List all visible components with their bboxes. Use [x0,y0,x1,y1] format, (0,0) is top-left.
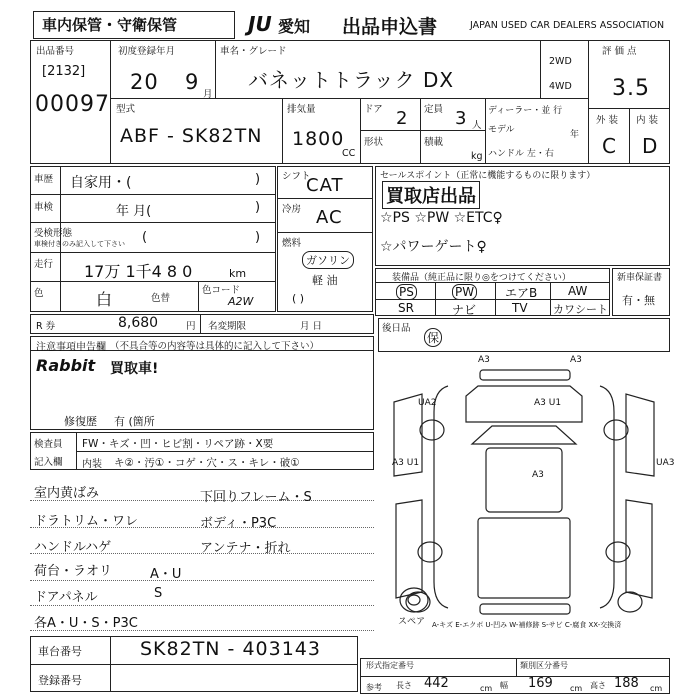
note-left-5: ドアパネル [34,590,98,605]
height-label: 高さ [590,681,606,690]
lot-sub: [2132] [42,64,86,79]
note-left-3: ハンドルハゲ [34,540,112,555]
warranty-label: 新車保証書 [617,273,663,283]
inspector-label2: 記入欄 [34,457,63,468]
shape-label: 形状 [364,137,384,148]
sales-line1: ☆PS ☆PW ☆ETC♀ [380,210,503,226]
note-left-2: ドラトリム・ワレ [34,514,139,529]
inspect-value: 年 月( [116,204,152,219]
diagram-mark-left: A3 U1 [392,458,420,468]
mileage-value: 17万 1千4 8 0 [84,262,193,281]
equip-label: 装備品（純正品に限り◎をつけてください） [392,273,571,283]
notes-label: 注意事項申告欄 [36,342,106,353]
note-right-1: 下回りフレーム・S [200,490,312,505]
shift-value: CAT [306,175,344,196]
inspector-row2: キ②・汚①・コゲ・穴・ス・キレ・破① [114,457,300,469]
name-label: 車名・グレード [220,46,287,57]
dealer-label: ディーラー・並 行 [488,106,563,116]
form-title: 出品申込書 [342,16,438,38]
vehicle-damage-diagram [378,352,670,642]
notes-sub: （不具合等の内容等は具体的に記入して下さい） [110,341,320,352]
reg-month-unit: 月 [203,89,213,100]
name-value: バネットトラック DX [248,68,455,92]
lot-number: 00097 [35,92,110,117]
handle-label: ハンドル 左・右 [488,149,554,159]
note-left-1: 室内黄ばみ [34,486,100,501]
name-change-value: 月 日 [300,321,323,332]
reg-month: 9 [185,70,200,94]
equip-seat: カワシート [553,303,608,316]
sales-label: セールスポイント（正常に機能するものに限ります） [380,171,596,181]
cap-value: 3 [455,108,468,129]
note-right-3: アンテナ・折れ [200,541,291,556]
note-left-4-tail: A・U [150,567,182,582]
r-unit: 円 [186,321,196,332]
diagram-mark-hood: A3 U1 [534,398,562,408]
name-change-label: 名変期限 [208,321,247,332]
model-value: ABF - SK82TN [120,125,263,147]
equip-tv: TV [512,301,528,315]
door-value: 2 [396,108,409,129]
diagram-mark-ua3: UA3 [656,458,675,468]
history-value: 自家用・( [70,175,132,191]
cap-label: 定員 [424,104,444,115]
model-year-unit: 年 [570,130,580,140]
color-change: 色替 [151,293,171,304]
diagram-mark-top: A3 [478,355,490,365]
drive-4wd: 4WD [549,81,572,92]
color-label: 色 [34,288,44,299]
mileage-unit: km [229,267,247,280]
chassis-value: SK82TN - 403143 [140,638,321,660]
cert-label: 形式指定番号 [366,661,414,670]
ext-value: C [602,134,617,158]
r-block [30,314,374,334]
score-label: 評 価 点 [602,46,637,57]
load-unit: kg [471,151,483,162]
note-right-2: ボディ・P3C [200,516,277,531]
org-name: 愛知 [278,17,311,36]
diagram-mark-ua2: UA2 [418,398,437,408]
length-value: 442 [424,676,449,691]
fuel-label: 燃料 [282,238,302,249]
storage-tag: 車内保管・守衛保管 [42,16,178,34]
width-label: 幅 [500,681,508,690]
inspect-label: 車検 [34,202,54,213]
r-value: 8,680 [118,315,159,331]
class-label: 類別区分番号 [520,661,568,670]
inspector-label1: 検査員 [34,439,63,450]
rabbit-logo: Rabbit [36,356,96,375]
history-label: 車歴 [34,174,54,185]
inspector-row1: FW・キズ・凹・ヒビ割・リペア跡・X要 [82,438,274,450]
spare-label: スペア [398,617,426,627]
assoc-name: JAPAN USED CAR DEALERS ASSOCIATION [470,20,665,31]
sales-title: 買取店出品 [382,181,480,209]
receive-label: 受検形態 [34,228,73,239]
equip-ps: PS [396,284,417,300]
int-value: D [642,134,659,158]
fuel-other: ( ) [292,292,305,305]
receive-value: ( [142,230,148,245]
note-left-6: 各A・U・S・P3C [34,616,138,631]
height-value: 188 [614,676,639,691]
inspect-paren: ) [255,200,261,215]
reg-no-label: 登録番号 [38,674,82,687]
repair-label: 修復歴 [64,415,97,428]
lot-label: 出品番号 [36,46,75,57]
color-code-label: 色コード [202,285,241,296]
equip-sr: SR [398,301,414,315]
drive-2wd: 2WD [549,56,572,67]
r-label: R 券 [36,321,56,332]
ref-label: 参考 [366,683,382,692]
model-year-label: モデル [488,125,515,135]
logo: JU [248,12,272,36]
model-label: 型式 [116,104,136,115]
length-unit: cm [480,684,493,693]
equip-airbag: エアB [505,286,538,300]
ac-value: AC [316,207,343,228]
equip-navi: ナビ [452,303,477,317]
ac-label: 冷房 [282,204,302,215]
width-value: 169 [528,676,553,691]
color-value: 白 [96,290,113,309]
chassis-label: 車台番号 [38,645,82,658]
equip-aw: AW [568,284,588,298]
width-unit: cm [570,684,583,693]
mileage-label: 走行 [34,259,54,270]
note-left-5-tail: S [154,586,163,601]
note-left-4: 荷台・ラオリ [34,564,113,579]
fuel-gas: ガソリン [302,251,354,269]
height-unit: cm [650,684,663,693]
repair-value: 有 (箇所 [114,415,155,428]
reg-label: 初度登録年月 [118,46,176,57]
int-label: 内 装 [636,115,659,126]
diagram-legend: A-キズ E-エクボ U-凹み W-補修跡 S-サビ C-腐食 XX-交換済 [432,621,622,629]
reg-year: 20 [130,70,159,94]
color-code-value: A2W [228,295,254,308]
sales-line2: ☆パワーゲート♀ [380,239,487,255]
disp-label: 排気量 [287,104,316,115]
fuel-diesel: 軽 油 [312,274,338,287]
receive-paren: ) [255,230,261,245]
diagram-mark-center: A3 [532,470,544,480]
history-paren: ) [255,172,261,187]
after-block [378,318,670,352]
equip-pw: PW [452,284,477,300]
receive-note: 車検付きのみ記入して下さい [34,240,125,248]
after-label: 後日品 [382,323,411,334]
diagram-mark-top-right: A3 [570,355,582,365]
length-label: 長さ [396,681,412,690]
door-label: ドア [364,104,383,115]
cap-unit: 人 [472,120,482,131]
disp-unit: CC [342,148,356,159]
rabbit-text: 買取車! [110,361,159,377]
disp-value: 1800 [292,128,345,150]
shift-label: シフト [282,171,311,182]
score-value: 3.5 [612,76,650,101]
after-value: 保 [424,328,442,347]
inspector-row2-label: 内装 [82,459,102,470]
load-label: 積載 [424,137,444,148]
ext-label: 外 装 [596,115,619,126]
warranty-value: 有・無 [622,294,655,307]
